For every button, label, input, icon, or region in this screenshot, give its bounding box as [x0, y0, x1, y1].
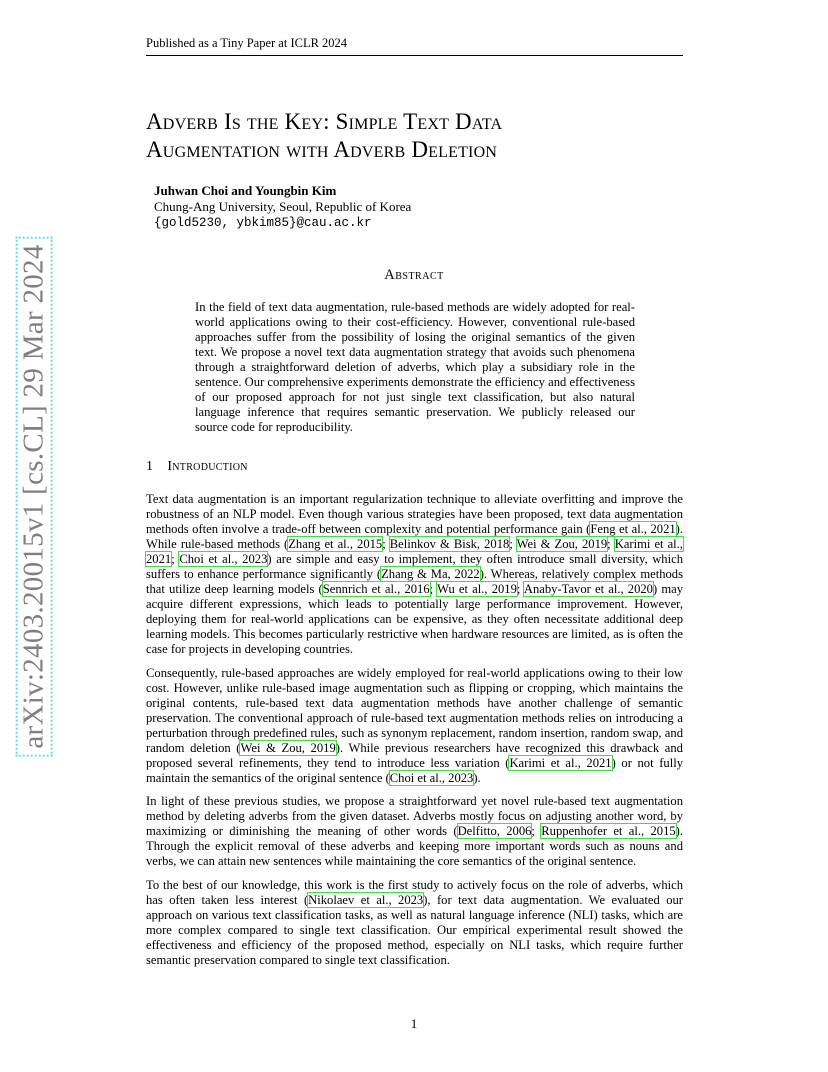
- paper-title: [146, 108, 706, 164]
- paragraph-text: To the best of our knowledge, this work is the first study to actively focus on the role of adverbs, which has often taken less interest (: [146, 877, 683, 907]
- paragraph-text: ;: [516, 582, 524, 596]
- citation-link[interactable]: Karimi et al., 2021: [509, 755, 612, 770]
- paragraph-text: ) or not fully maintain the semantics of the original sentence (: [146, 755, 683, 785]
- citation-link[interactable]: Nikolaev et al., 2023: [308, 892, 424, 907]
- citation-link[interactable]: Ruppenhofer et al., 2015: [541, 824, 676, 838]
- paragraph: [146, 666, 683, 786]
- section-heading: [146, 459, 248, 475]
- paragraph-text: ;: [607, 537, 615, 551]
- author-emails: {gold5230, ybkim85}@cau.ac.kr: [154, 216, 372, 230]
- title-segment: Adverb Is the Key: Simple Text Data: [146, 109, 503, 134]
- citation-link[interactable]: Sennrich et al., 2016: [322, 582, 430, 596]
- paragraph-text: ;: [171, 552, 180, 566]
- paragraph-text: ) may acquire different expressions, which leads to potentially large performance improvement. However, deploying them for real-world applications can be expensive, as they often necessitate additional deep learning models. This becomes particularly restrictive when hardware resources are limited, as is often the case for projects in developing countries.: [146, 582, 684, 656]
- paragraph-text: ;: [429, 582, 438, 596]
- citation-link[interactable]: Wei & Zou, 2019: [240, 740, 336, 755]
- arxiv-identifier[interactable]: arXiv:2403.20015v1 [cs.CL] 29 Mar 2024: [16, 236, 53, 756]
- paragraph: [146, 794, 683, 869]
- title-segment: Augmentation with Adverb Deletion: [146, 137, 498, 162]
- paragraph-text: ). While rule-based methods (: [146, 522, 684, 551]
- citation-link[interactable]: Choi et al., 2023: [179, 552, 268, 566]
- citation-link[interactable]: Wei & Zou, 2019: [516, 537, 608, 551]
- paragraph-text: In light of these previous studies, we propose a straightforward yet novel rule-based text augmentation method by deleting adverbs from the given dataset. Adverbs mostly focus on adjusting another word, by maximizing or diminishing the meaning of other words (: [146, 794, 683, 838]
- citation-link[interactable]: Feng et al., 2021: [590, 522, 676, 536]
- citation-link[interactable]: Zhang & Ma, 2022: [381, 567, 480, 581]
- page-number: 1: [410, 1016, 418, 1031]
- paragraph: [146, 492, 683, 657]
- running-header: Published as a Tiny Paper at ICLR 2024: [146, 36, 683, 56]
- paragraph-text: ). Whereas, relatively complex methods that utilize deep learning models (: [146, 567, 683, 596]
- paragraph-text: ). Through the explicit removal of these adverbs and keeping more important words such as nouns and verbs, we can attain new sentences while maintaining the core semantics of the original sentence.: [146, 824, 684, 868]
- author-block: [154, 183, 411, 231]
- paragraph-text: Text data augmentation is an important regularization technique to alleviate overfitting and improve the robustness of an NLP model. Even though various strategies have been proposed, text data augmentation methods often involve a trade-off between complexity and potential performance gain (: [146, 492, 683, 536]
- paragraph-text: ).: [473, 770, 481, 785]
- citation-link[interactable]: Karimi et al., 2021: [146, 537, 683, 566]
- paragraph-text: ). While previous researchers have recognized this drawback and proposed several refinements, they tend to introduce less variation (: [146, 740, 683, 770]
- paragraph-text: ;: [531, 824, 542, 838]
- section-number: 1: [146, 459, 154, 474]
- abstract-heading: Abstract: [384, 267, 444, 283]
- citation-link[interactable]: Wu et al., 2019: [437, 582, 517, 596]
- paragraph-text: ;: [509, 537, 517, 551]
- citation-link[interactable]: Choi et al., 2023: [389, 770, 474, 785]
- abstract-text: In the field of text data augmentation, rule-based methods are widely adopted for real-world applications owing to their cost-efficiency. However, conventional rule-based approaches suffer from the possibility of losing the original semantics of the given text. We propose a novel text data augmentation strategy that avoids such phenomena through a straightforward deletion of adverbs, which play a subsidiary role in the sentence. Our comprehensive experiments demonstrate the efficiency and effectiveness of our proposed approach for not just single text classification, but also natural language inference that requires semantic preservation. We publicly released our source code for reproducibility.: [195, 300, 635, 434]
- citation-link[interactable]: Belinkov & Bisk, 2018: [389, 537, 510, 551]
- section-title: Introduction: [167, 459, 248, 474]
- title-line-2: [146, 136, 706, 164]
- title-line-1: [146, 108, 706, 136]
- arxiv-sidebar[interactable]: [14, 243, 54, 749]
- paragraph: [146, 878, 683, 968]
- author-affiliation: Chung-Ang University, Seoul, Republic of Korea: [154, 199, 412, 214]
- citation-link[interactable]: Delfitto, 2006: [457, 824, 532, 838]
- citation-link[interactable]: Anaby-Tavor et al., 2020: [523, 582, 653, 596]
- author-names: Juhwan Choi and Youngbin Kim: [154, 183, 337, 198]
- citation-link[interactable]: Zhang et al., 2015: [288, 537, 383, 551]
- paragraph-text: Consequently, rule-based approaches are widely employed for real-world applications owing to their low cost. However, unlike rule-based image augmentation such as flipping or cropping, which maintains the original contents, rule-based text data augmentation methods have another challenge of semantic preservation. The conventional approach of rule-based text augmentation methods relies on introducing a perturbation through predefined rules, such as synonym replacement, random insertion, random swap, and random deletion (: [146, 665, 683, 755]
- paragraph-text: ), for text data augmentation. We evaluated our approach on various text classification tasks, as well as natural language inference (NLI) tasks, which are more complex compared to single text classification. Our empirical experimental result showed the effectiveness and efficiency of the proposed method, especially on NLI tasks, which require further semantic preservation compared to single text classification.: [146, 892, 683, 967]
- body-text: [146, 492, 683, 976]
- paragraph-text: ;: [382, 537, 390, 551]
- paragraph-text: ) are simple and easy to implement, they often introduce small diversity, which suffers to enhance performance significantly (: [146, 552, 683, 581]
